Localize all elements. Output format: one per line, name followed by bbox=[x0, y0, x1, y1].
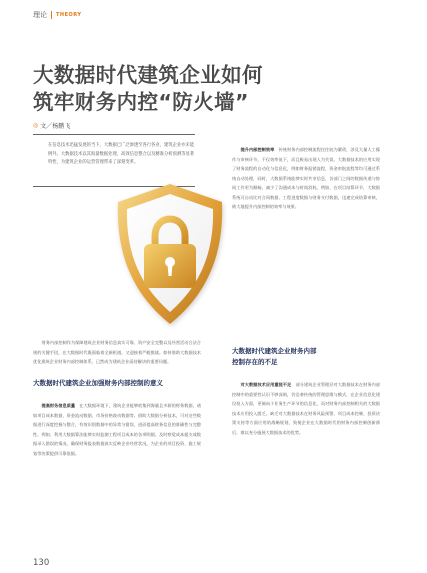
title-line-1: 大数据时代建筑企业如何 bbox=[33, 63, 263, 87]
intro-paragraph bbox=[33, 338, 201, 367]
author-name: 文／杨鹏飞 bbox=[40, 123, 71, 130]
efficiency-text: 传统财务内部控制流程往往较为繁琐，涉及大量人工操作与审核环节，不仅效率低下，而且极易出现人为失误。大数据技术的应用实现了财务流程的自动化与信息化，例如财务报销流程，资金审批流程等均可通过系统自动处理，同时，大数据系统能够实时共享信息，各部门之间的数据传递与协同工作更为顺畅，减少了沟通成本与时间消耗。例如，在项目结算环节，大数据系统可自动比对合同数据、工程进度数据与财务支付数据，迅速完成结算审核，极大地提升内部控制的效率与效果。 bbox=[232, 147, 380, 210]
section-label: 理论 bbox=[33, 11, 47, 19]
author-line bbox=[33, 121, 70, 130]
efficiency-lead: 提升内部控制效率 bbox=[240, 147, 275, 152]
shield-icon bbox=[100, 180, 240, 330]
section2-heading-line-1: 大数据时代建筑企业财务内部 bbox=[232, 347, 317, 355]
intro-text: 财务内部控制作为保障建筑企业财务信息真实可靠、资产安全完整以及经营活动合法合规的关键手段，在大数据时代既面临着全新机遇，又迎接着严峻挑战。如何借助大数据技术优化建筑企业财务内部控制体系，已然成为建筑企业亟待解决的重要问题。 bbox=[33, 340, 201, 365]
section2-heading-line-2: 控制存在的不足 bbox=[232, 358, 278, 366]
section-header bbox=[33, 8, 81, 22]
page-number: 130 bbox=[33, 558, 50, 568]
right-paragraph-efficiency bbox=[232, 145, 380, 212]
section1-heading: 大数据时代建筑企业加强财务内部控制的意义 bbox=[33, 379, 163, 387]
section2-paragraph bbox=[232, 380, 380, 437]
abstract: 在信息技术迅猛发展的当下，大数据已广泛渗透至各行各业，建筑企业亦未能例外。大数据技术以其海量数据处理、高效信息整合以及精准分析预测等显著特性，为建筑企业的运营管理带来了深刻变革。 bbox=[48, 143, 195, 166]
article-title bbox=[33, 62, 293, 116]
section1-paragraph bbox=[33, 401, 201, 458]
abstract-top-rule bbox=[33, 134, 195, 135]
author-mark-icon: ◎ bbox=[33, 122, 39, 129]
section2-heading bbox=[232, 346, 392, 368]
section-label-en: THEORY bbox=[56, 12, 82, 18]
section-divider bbox=[51, 11, 52, 19]
section1-text: 在大数据环境下，建筑企业能够收集到海量且多源的财务数据，诸如项目成本数据、资金流动数据、市场价格波动数据等。借助大数据分析技术，可对这些数据进行深度挖掘与整合，有效识别数据中的异常与错误，进而提高财务信息的准确性与完整性。例如，利用大数据算法能够实时监测工程项目成本的各项明细，及时察觉成本超支或数据录入错误的情况，确保财务报表数据真实反映企业经营状况，为企业的项目投资、施工规划等决策提供可靠依据。 bbox=[33, 403, 201, 456]
title-line-2: 筑牢财务内控“防火墙” bbox=[33, 90, 249, 114]
section2-text: 部分建筑企业管理层对大数据技术在财务内部控制中的重要性认识不够深刻，仍沿袭传统的管理思维与模式，在企业信息化建设投入方面，更倾向于业务生产环节的信息化，而对财务内部控制相关的大数据技术应用投入匮乏。缺乏对大数据技术在财务风险预警、项目成本控制、投资决策支持等方面应用的战略规划，致使企业在大数据时代的财务内部控制创新滞后，难以充分施展大数据技术的优势。 bbox=[232, 382, 380, 435]
section2-lead: 对大数据技术应用重视不足 bbox=[240, 382, 292, 387]
section1-lead: 提高财务信息质量 bbox=[41, 403, 76, 408]
